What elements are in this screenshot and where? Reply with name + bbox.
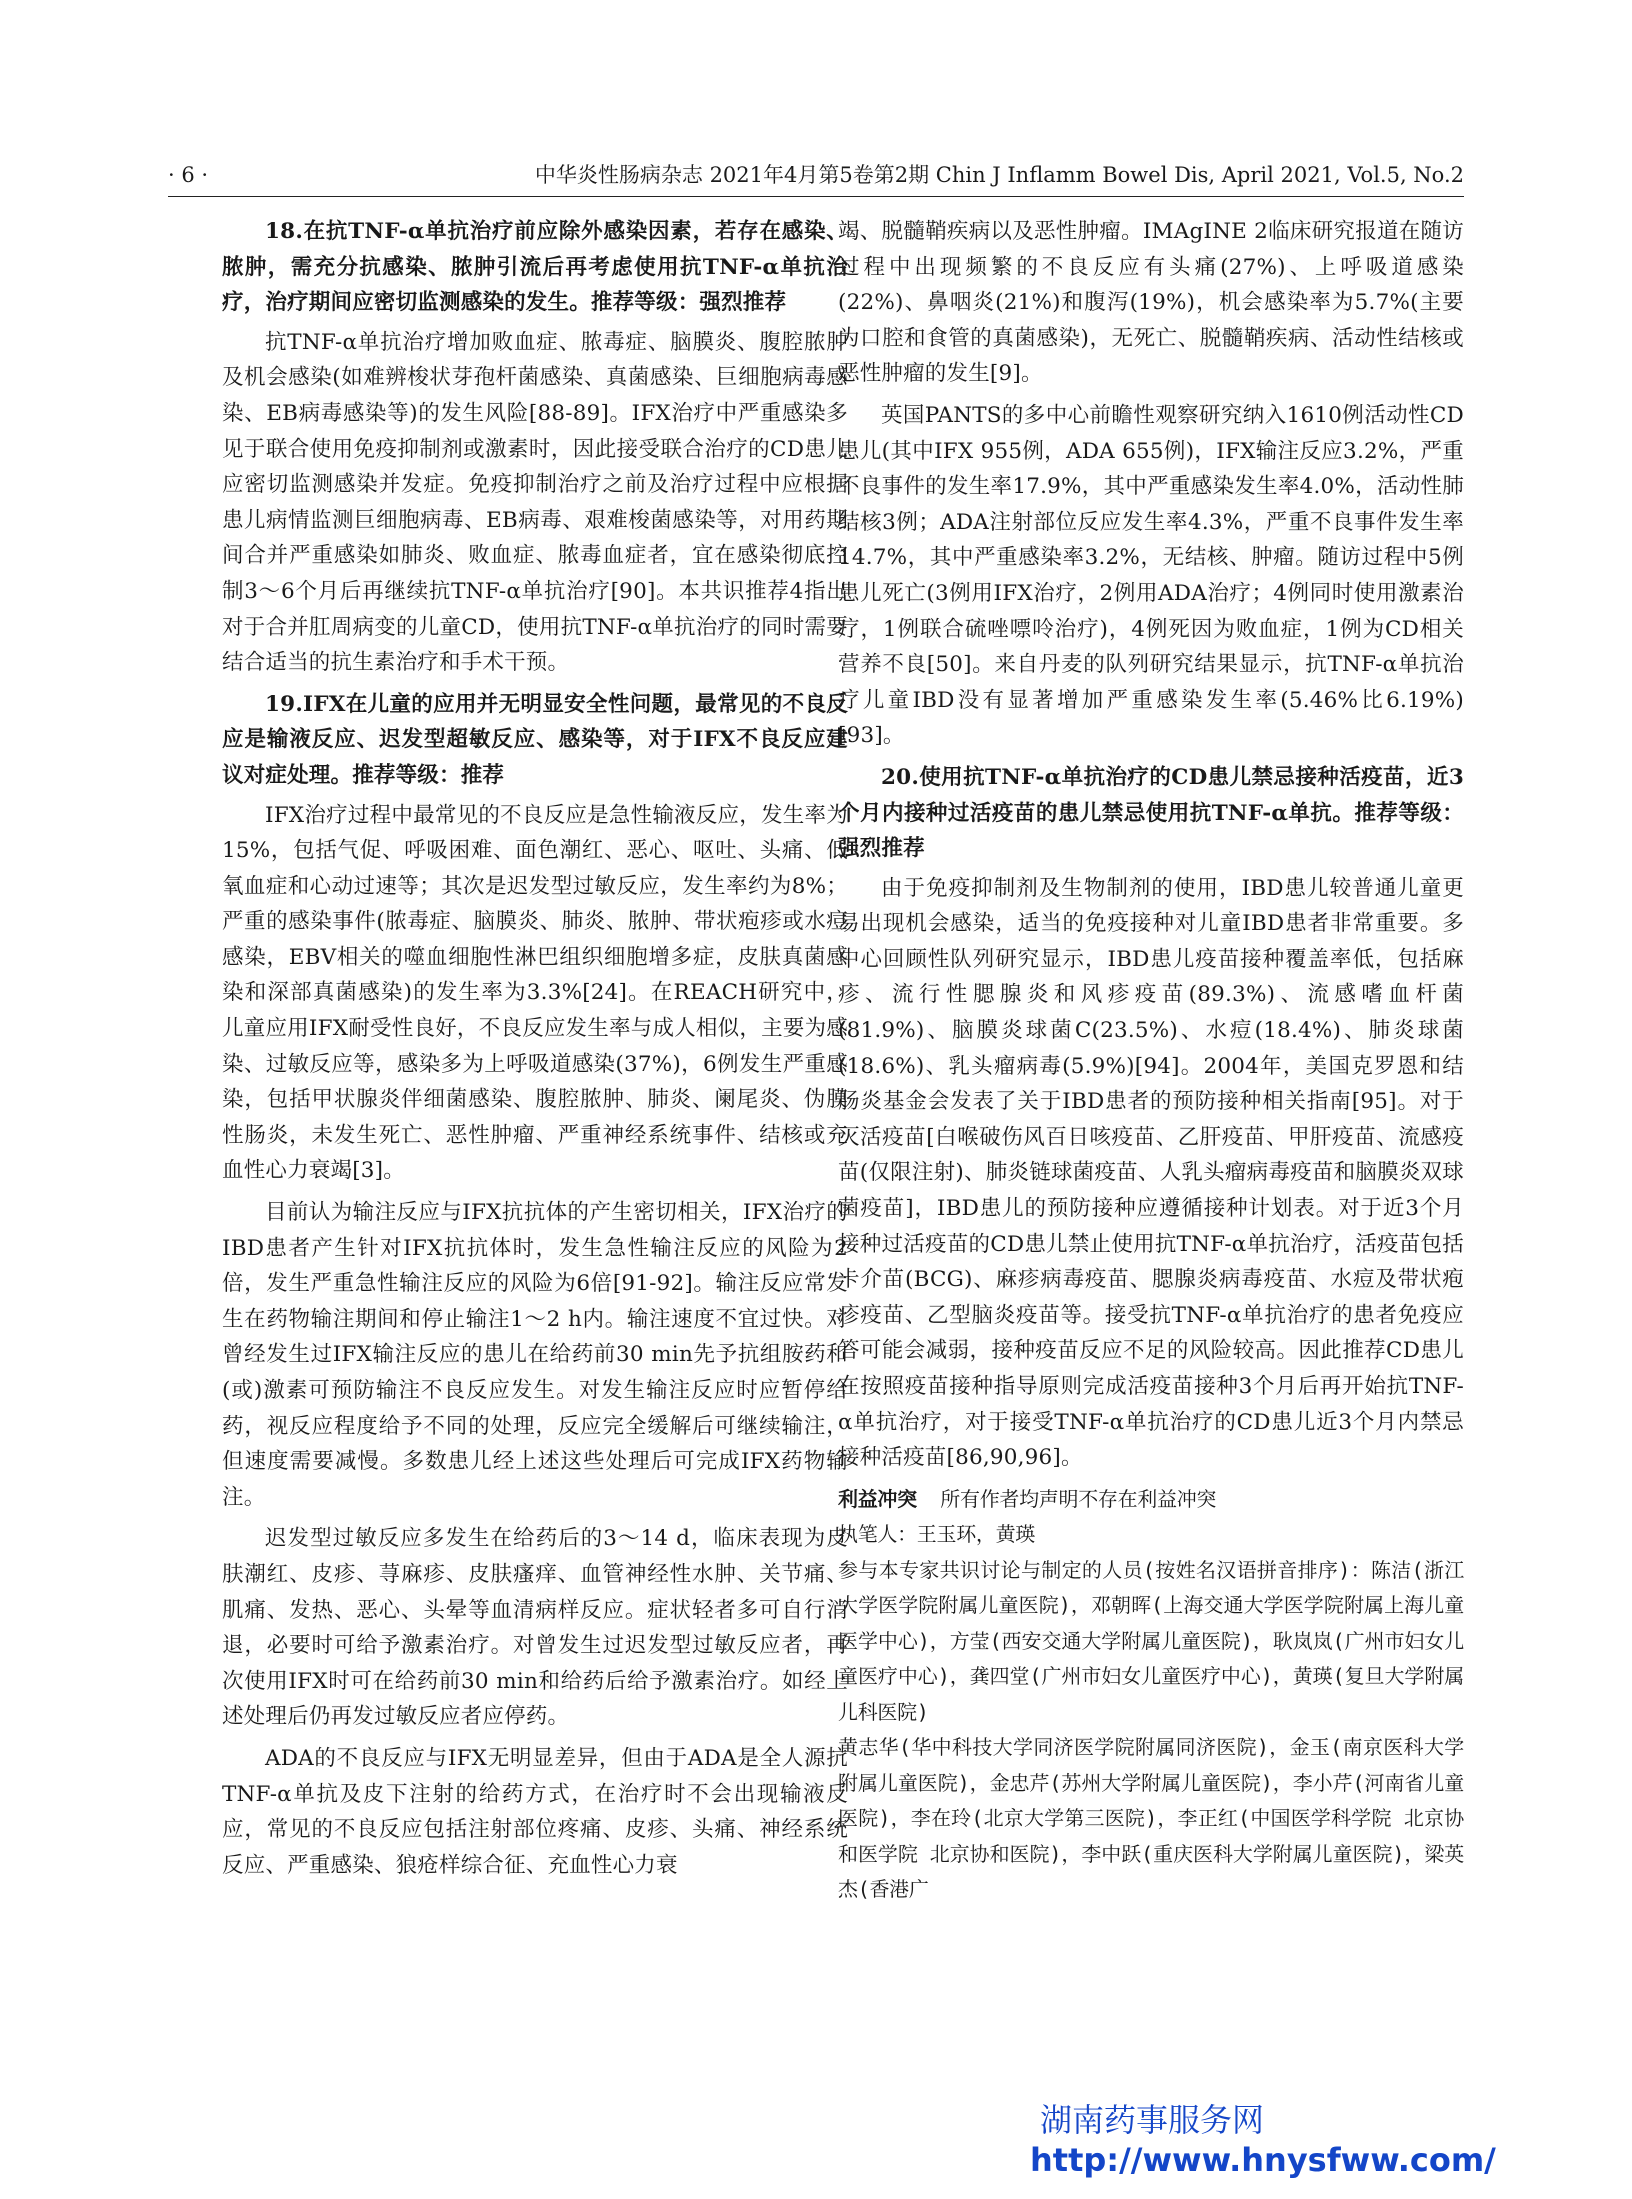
paragraph-pants-study: 英国PANTS的多中心前瞻性观察研究纳入1610例活动性CD患儿(其中IFX 955例，ADA 655例)，IFX输注反应3.2%，严重不良事件的发生率17.9%，其中严重感染发生率4.0%，活动性肺结核3例；ADA注射部位反应发生率4.3%，严重不良事件发生率14.7%，其中严重感染率3.2%，无结核、肿瘤。随访过程中5例患儿死亡(3例用IFX治疗，2例用ADA治疗；4例同时使用激素治疗，1例联合硫唑嘌呤治疗)，4例死因为败血症，1例为CD相关营养不良[50]。来自丹麦的队列研究结果显示，抗TNF-α单抗治疗儿童IBD没有显著增加严重感染发生率(5.46%比6.19%)[93]。	[838, 402, 1464, 749]
paragraph-infection-risk: 抗TNF-α单抗治疗增加败血症、脓毒症、脑膜炎、腹腔脓肿及机会感染(如难辨梭状芽孢杆菌感染、真菌感染、巨细胞病毒感染、EB病毒感染等)的发生风险[88-89]。IFX治疗中严重感染多见于联合使用免疫抑制剂或激素时，因此接受联合治疗的CD患儿应密切监测感染并发症。免疫抑制治疗之前及治疗过程中应根据患儿病情监测巨细胞病毒、EB病毒、艰难梭菌感染等，对用药期间合并严重感染如肺炎、败血症、脓毒血症者，宜在感染彻底控制3～6个月后再继续抗TNF-α单抗治疗[90]。本共识推荐4指出对于合并肛周病变的儿童CD，使用抗TNF-α单抗治疗的同时需要结合适当的抗生素治疗和手术干预。	[222, 329, 848, 676]
journal-citation: 中华炎性肠病杂志 2021年4月第5卷第2期 Chin J Inflamm Bowel Dis, April 2021, Vol.5, No.2	[534, 163, 1464, 187]
paragraph-ifx-adverse: IFX治疗过程中最常见的不良反应是急性输液反应，发生率为15%，包括气促、呼吸困难、面色潮红、恶心、呕吐、头痛、低氧血症和心动过速等；其次是迟发型过敏反应，发生率约为8%；严重的感染事件(脓毒症、脑膜炎、肺炎、脓肿、带状疱疹或水痘感染，EBV相关的噬血细胞性淋巴组织细胞增多症，皮肤真菌感染和深部真菌感染)的发生率为3.3%[24]。在REACH研究中，儿童应用IFX耐受性良好，不良反应发生率与成人相似，主要为感染、过敏反应等，感染多为上呼吸道感染(37%)，6例发生严重感染，包括甲状腺炎伴细菌感染、腹腔脓肿、肺炎、阑尾炎、伪膜性肠炎，未发生死亡、恶性肿瘤、严重神经系统事件、结核或充血性心力衰竭[3]。	[222, 802, 848, 1184]
paragraph-infusion-reaction: 目前认为输注反应与IFX抗抗体的产生密切相关，IFX治疗的IBD患者产生针对IFX抗抗体时，发生急性输注反应的风险为2倍，发生严重急性输注反应的风险为6倍[91-92]。输注反应常发生在药物输注期间和停止输注1～2 h内。输注速度不宜过快。对曾经发生过IFX输注反应的患儿在给药前30 min先予抗组胺药和(或)激素可预防输注不良反应发生。对发生输注反应时应暂停给药，视反应程度给予不同的处理，反应完全缓解后可继续输注，但速度需要减慢。多数患儿经上述这些处理后可完成IFX药物输注。	[222, 1200, 848, 1510]
watermark-url: http://www.hnysfww.com/	[1030, 2141, 1496, 2179]
recommendation-20: 20.使用抗TNF-α单抗治疗的CD患儿禁忌接种活疫苗，近3个月内接种过活疫苗的患儿禁忌使用抗TNF-α单抗。推荐等级：强烈推荐	[838, 764, 1464, 862]
participants-note: 参与本专家共识讨论与制定的人员(按姓名汉语拼音排序)：陈洁(浙江大学医学院附属儿童医院)，邓朝晖(上海交通大学医学院附属上海儿童医学中心)，方莹(西安交通大学附属儿童医院)，耿岚岚(广州市妇女儿童医疗中心)，龚四堂(广州市妇女儿童医疗中心)，黄瑛(复旦大学附属儿科医院)	[838, 1557, 1464, 1724]
recommendation-19: 19.IFX在儿童的应用并无明显安全性问题，最常见的不良反应是输液反应、迟发型超敏反应、感染等，对于IFX不良反应建议对症处理。推荐等级：推荐	[222, 691, 848, 788]
right-column	[838, 214, 1464, 1908]
participants-note-cont: 黄志华(华中科技大学同济医学院附属同济医院)，金玉(南京医科大学附属儿童医院)，金忠芹(苏州大学附属儿童医院)，李小芹(河南省儿童医院)，李在玲(北京大学第三医院)，李正红(中国医学科学院 北京协和医学院 北京协和医院)，李中跃(重庆医科大学附属儿童医院)，梁英杰(香港广	[838, 1735, 1464, 1902]
conflict-label: 利益冲突	[838, 1486, 917, 1511]
page-number: · 6 ·	[168, 163, 209, 187]
paragraph-imagine2: 竭、脱髓鞘疾病以及恶性肿瘤。IMAgINE 2临床研究报道在随访过程中出现频繁的不良反应有头痛(27%)、上呼吸道感染(22%)、鼻咽炎(21%)和腹泻(19%)，机会感染率为5.7%(主要为口腔和食管的真菌感染)，无死亡、脱髓鞘疾病、活动性结核或恶性肿瘤的发生[9]。	[838, 219, 1464, 387]
conflict-of-interest	[838, 1482, 1464, 1518]
conflict-text: 所有作者均声明不存在利益冲突	[940, 1486, 1217, 1511]
running-header	[168, 158, 1464, 192]
recommendation-18: 18.在抗TNF-α单抗治疗前应除外感染因素，若存在感染、脓肿，需充分抗感染、脓肿引流后再考虑使用抗TNF-α单抗治疗，治疗期间应密切监测感染的发生。推荐等级：强烈推荐	[222, 219, 848, 316]
writers-note: 执笔人：王玉环，黄瑛	[838, 1522, 1035, 1547]
watermark-name: 湖南药事服务网	[1040, 2101, 1265, 2139]
paragraph-vaccination: 由于免疫抑制剂及生物制剂的使用，IBD患儿较普通儿童更易出现机会感染，适当的免疫接种对儿童IBD患者非常重要。多中心回顾性队列研究显示，IBD患儿疫苗接种覆盖率低，包括麻疹、流行性腮腺炎和风疹疫苗(89.3%)、流感嗜血杆菌(81.9%)、脑膜炎球菌C(23.5%)、水痘(18.4%)、肺炎球菌(18.6%)、乳头瘤病毒(5.9%)[94]。2004年，美国克罗恩和结肠炎基金会发表了关于IBD患者的预防接种相关指南[95]。对于灭活疫苗[白喉破伤风百日咳疫苗、乙肝疫苗、甲肝疫苗、流感疫苗(仅限注射)、肺炎链球菌疫苗、人乳头瘤病毒疫苗和脑膜炎双球菌疫苗]，IBD患儿的预防接种应遵循接种计划表。对于近3个月接种过活疫苗的CD患儿禁止使用抗TNF-α单抗治疗，活疫苗包括卡介苗(BCG)、麻疹病毒疫苗、腮腺炎病毒疫苗、水痘及带状疱疹疫苗、乙型脑炎疫苗等。接受抗TNF-α单抗治疗的患者免疫应答可能会减弱，接种疫苗反应不足的风险较高。因此推荐CD患儿在按照疫苗接种指导原则完成活疫苗接种3个月后再开始抗TNF-α单抗治疗，对于接受TNF-α单抗治疗的CD患儿近3个月内禁忌接种活疫苗[86,90,96]。	[838, 875, 1464, 1471]
left-column	[222, 214, 848, 1889]
paragraph-ada-adverse: ADA的不良反应与IFX无明显差异，但由于ADA是全人源抗TNF-α单抗及皮下注射的给药方式，在治疗时不会出现输液反应，常见的不良反应包括注射部位疼痛、皮疹、头痛、神经系统反应、严重感染、狼疮样综合征、充血性心力衰	[222, 1745, 848, 1878]
header-rule	[168, 196, 1464, 197]
watermark	[1030, 2100, 1496, 2180]
paragraph-delayed-hypersensitivity: 迟发型过敏反应多发生在给药后的3～14 d，临床表现为皮肤潮红、皮疹、荨麻疹、皮肤瘙痒、血管神经性水肿、关节痛、肌痛、发热、恶心、头晕等血清病样反应。症状轻者多可自行消退，必要时可给予激素治疗。对曾发生过迟发型过敏反应者，再次使用IFX时可在给药前30 min和给药后给予激素治疗。如经上述处理后仍再发过敏反应者应停药。	[222, 1526, 848, 1730]
